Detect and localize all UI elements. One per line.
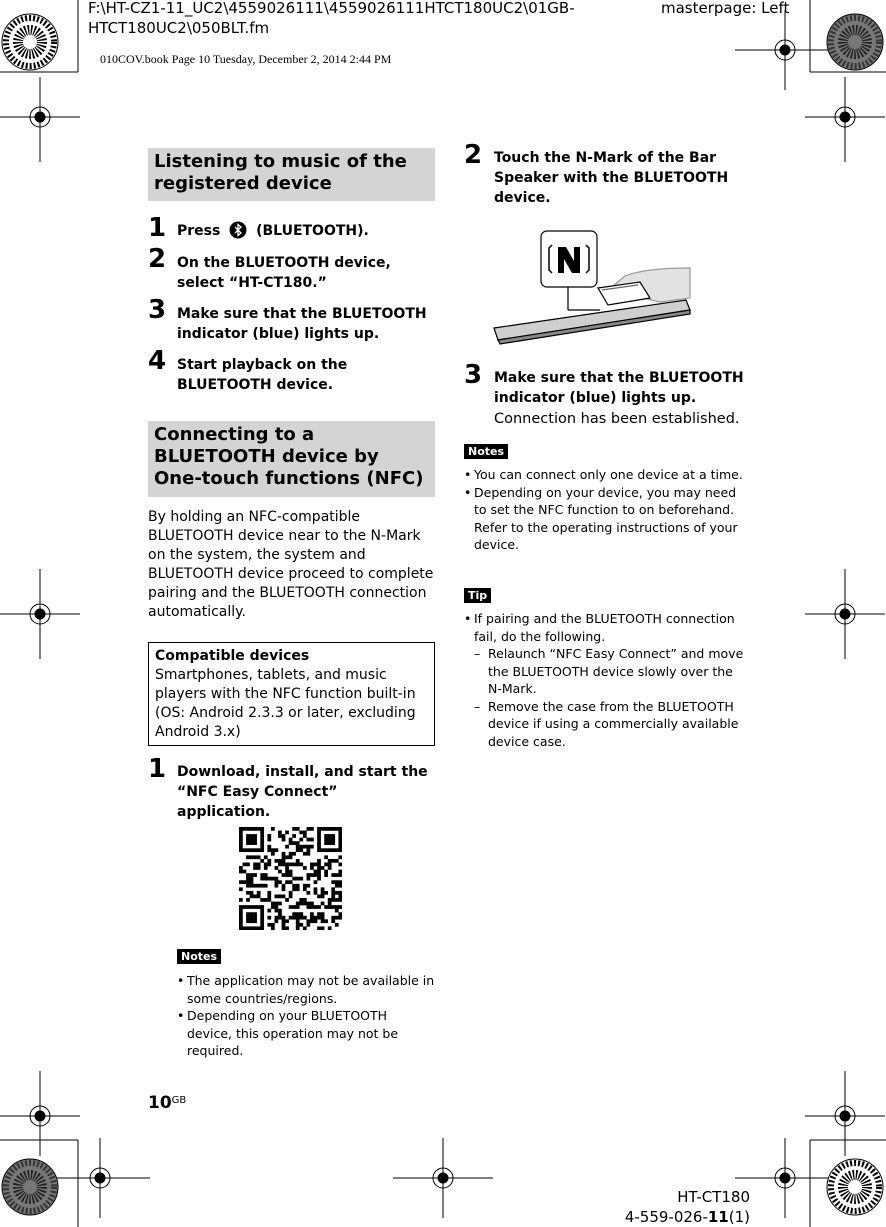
step-text-post: (BLUETOOTH). [256,223,369,239]
tip-badge: Tip [464,588,491,603]
step-number: 4 [148,346,167,376]
step-number: 3 [148,295,167,325]
compatible-devices-title: Compatible devices [155,648,310,664]
notes-badge: Notes [177,949,221,964]
step-select-device: On the BLUETOOTH device, select “HT-CT180.” [177,255,391,291]
list-item: • Depending on your device, you may need to set the NFC function to on beforehand. Refer to the operating instructions of your device. [464,484,750,554]
model-info [625,1187,750,1227]
list-item: – Relaunch “NFC Easy Connect” and move the BLUETOOTH device slowly over the N-Mark. [464,645,750,698]
corner-rosettes [2,14,883,1215]
compatible-devices-box [148,642,435,746]
tip-intro: If pairing and the BLUETOOTH connection fail, do the following. [474,611,735,644]
file-path-line1: F:\HT-CZ1-11_UC2\4559026111\4559026111HTCT180UC2\01GB- [88,0,575,17]
step-touch-nmark: Touch the N-Mark of the Bar Speaker with the BLUETOOTH device. [494,150,729,206]
bluetooth-icon [229,221,247,245]
note-text: The application may not be available in some countries/regions. [187,973,435,1006]
note-text: Depending on your BLUETOOTH device, this operation may not be required. [187,1008,399,1058]
tip-text: Remove the case from the BLUETOOTH device if using a commercially available device case. [488,698,739,749]
step-number: 2 [464,140,483,170]
note-text: Depending on your device, you may need to set the NFC function to on beforehand. Refer to the operating instructions of your device. [474,484,738,552]
step-number: 3 [464,360,483,390]
qr-code [239,827,342,930]
step-start-playback: Start playback on the BLUETOOTH device. [177,357,348,393]
step-download-app: Download, install, and start the “NFC Easy Connect” application. [177,764,428,820]
step-check-indicator: Make sure that the BLUETOOTH indicator (blue) lights up. [494,370,744,406]
note-text: You can connect only one device at a time. [474,467,743,482]
step-number: 1 [148,213,167,243]
part-code [625,1207,750,1227]
part-code-suffix: (1) [728,1208,750,1226]
page-number-value: 10 [148,1093,172,1113]
section-title-nfc: Connecting to a BLUETOOTH device by One-touch functions (NFC) [148,421,435,497]
right-notes-list [464,466,750,554]
book-info: 010COV.book Page 10 Tuesday, December 2, 2014 2:44 PM [100,52,392,66]
nfc-intro-text: By holding an NFC-compatible BLUETOOTH device near to the N-Mark on the system, the system and BLUETOOTH device proceed to complete pairing and the BLUETOOTH connection automatically. [148,509,434,620]
masterpage-label: masterpage: Left [661,0,790,17]
file-path-line2: HTCT180UC2\050BLT.fm [88,19,270,37]
registration-targets [0,10,885,1218]
list-item: • The application may not be available in some countries/regions. [177,973,435,1006]
part-code-bold: 11 [707,1208,729,1226]
step-press-bluetooth [177,221,437,245]
step-check-indicator: Make sure that the BLUETOOTH indicator (blue) lights up. [177,306,427,342]
notes-badge: Notes [464,444,508,459]
list-item: – Remove the case from the BLUETOOTH device if using a commercially available device case. [464,698,750,751]
list-item: • If pairing and the BLUETOOTH connection fail, do the following. [464,610,750,645]
step-number: 2 [148,244,167,274]
tip-list [464,610,750,750]
page-number-suffix: GB [171,1095,187,1106]
connection-result: Connection has been established. [494,411,740,427]
list-item: • You can connect only one device at a time. [464,467,743,482]
step-number: 1 [148,754,167,784]
part-code-prefix: 4-559-026- [624,1208,708,1226]
page-number [148,1093,186,1113]
nfc-notes-list [177,972,435,1060]
section-title-listening: Listening to music of the registered device [148,148,435,201]
list-item: • Depending on your BLUETOOTH device, this operation may not be required. [177,1007,435,1060]
tip-text: Relaunch “NFC Easy Connect” and move the BLUETOOTH device slowly over the N-Mark. [488,646,744,696]
compatible-devices-text: Smartphones, tablets, and music players with the NFC function built-in (OS: Android 2.3.3 or later, excluding Android 3.x) [155,667,416,740]
step-text-pre: Press [177,223,226,239]
nfc-touch-illustration [490,228,700,348]
model-name: HT-CT180 [677,1188,750,1206]
